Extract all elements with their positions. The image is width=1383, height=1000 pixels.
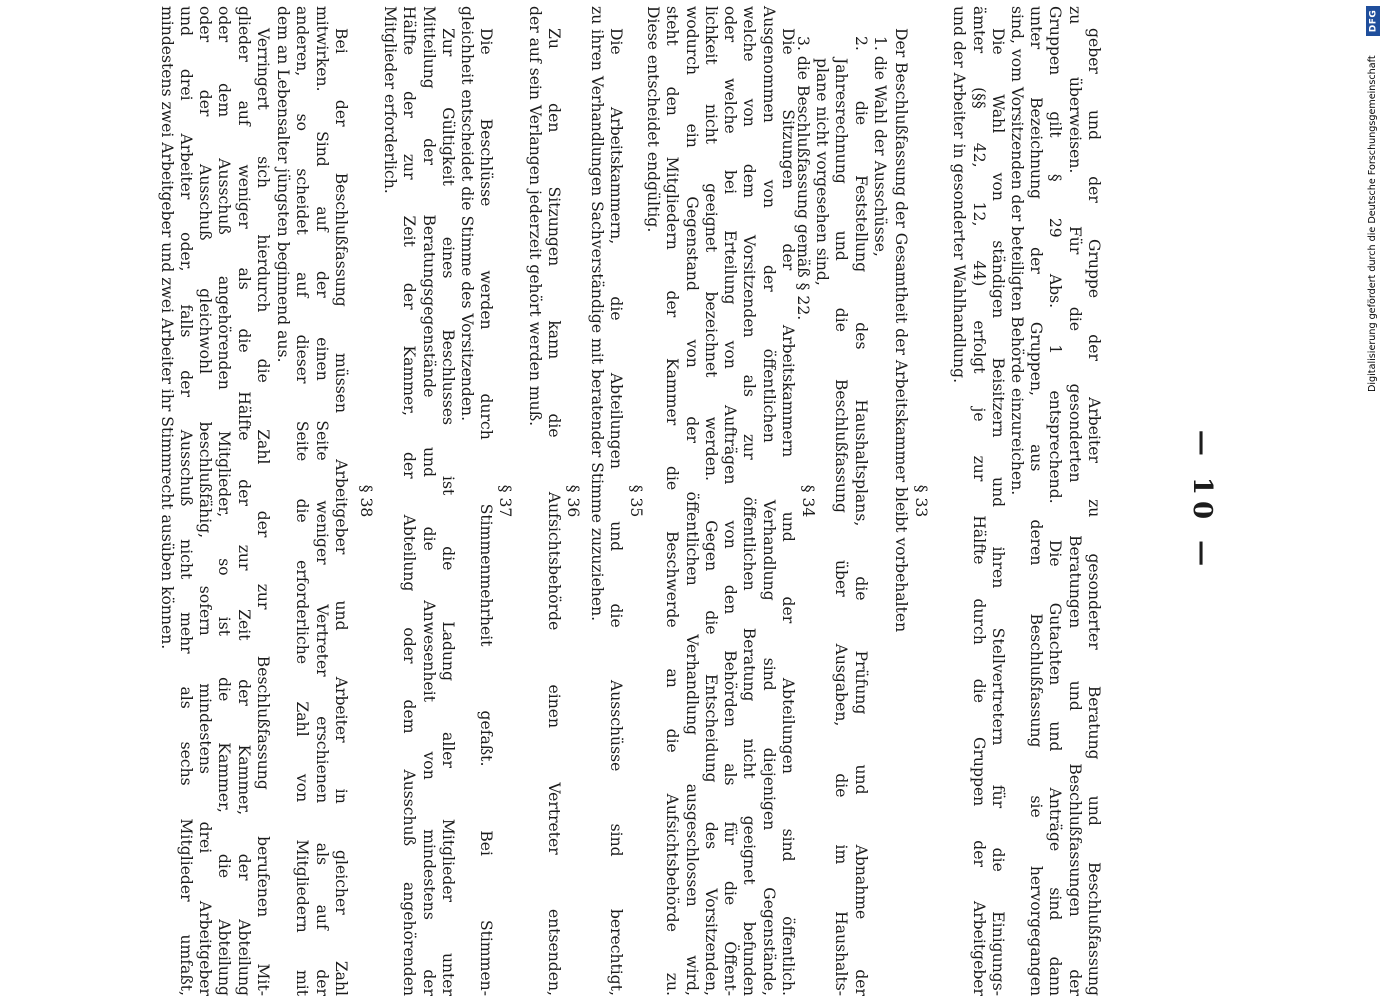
section-heading xyxy=(495,6,514,996)
text-line: Bei der Beschlußfassung müssen Arbeitgeber und Arbeiter in gleicher Zahl xyxy=(332,28,350,996)
text-line: Gruppen gilt § 29 Abs. 1 entsprechend. Die Gutachten und Anträge sind dann xyxy=(1046,6,1065,996)
text-line: zu ihren Verhandlungen Sachverständige mit beratender Stimme zuzuziehen. xyxy=(587,6,606,622)
list-item: plane nicht vorgesehen sind, xyxy=(813,58,832,286)
page-number: — 10 — xyxy=(1187,429,1217,573)
text-line: Diese entscheidet endgültig. xyxy=(643,6,662,233)
digitization-credit: Digitalisierung gefördert durch die Deutsche Forschungsgemeinschaft xyxy=(1367,55,1378,392)
paragraph xyxy=(891,6,910,996)
section-number: § 38 xyxy=(357,484,375,518)
text-line: steht den Mitgliedern der Kammer die Beschwerde an die Aufsichtsbehörde zu. xyxy=(663,6,682,996)
paragraph xyxy=(156,6,272,996)
text-line: Die Beschlüsse werden durch Stimmenmehrheit gefaßt. Bei Stimmen- xyxy=(477,28,495,996)
text-line: Zu den Sitzungen kann die Aufsichtsbehörde einen Vertreter entsenden, xyxy=(545,28,563,996)
text-line: mindestens zwei Arbeitgeber und zwei Arbeiter ihr Stimmrecht ausüben können. xyxy=(157,6,176,650)
text-line: Die Arbeitskammern, die Abteilungen und die Ausschüsse sind berechtigt, xyxy=(607,28,625,996)
text-line: mitwirken. Sind auf der einen Seite weniger Vertreter erschienen als auf der xyxy=(312,6,331,996)
text-line: und der Arbeiter in gesonderter Wahlhandlung. xyxy=(950,6,969,384)
list-item: Jahresrechnung und die Beschlußfassung über Ausgaben, die im Haushalts- xyxy=(832,58,851,996)
text-line: gleichheit entscheidet die Stimme des Vorsitzenden. xyxy=(457,6,476,422)
list-item: 2. die Feststellung des Haushaltsplans, die Prüfung und Abnahme der xyxy=(851,36,870,996)
section-heading xyxy=(563,6,582,996)
section-heading xyxy=(911,6,930,996)
section-number: § 34 xyxy=(799,484,817,518)
text-line: Verringert sich hierdurch die Zahl der zur Beschlußfassung berufenen Mit- xyxy=(254,28,272,996)
text-line: lichkeit nicht geeignet bezeichnet werden. Gegen die Entscheidung des Vorsitzenden, xyxy=(701,6,720,996)
text-line: ämter (§§ 42, 12, 44) erfolgt je zur Hälfte durch die Gruppen der Arbeitgeber xyxy=(969,6,988,996)
text-line: Mitteilung der Beratungsgegenstände und die Anwesenheit von mindestens der xyxy=(419,6,438,996)
text-line: dem an Lebensalter jüngsten beginnend aus. xyxy=(274,6,293,363)
text-line: geber und der Gruppe der Arbeiter zu gesonderter Beratung und Beschlußfassung xyxy=(1085,28,1103,996)
list-item: 1. die Wahl der Ausschüsse, xyxy=(871,36,889,257)
section-heading xyxy=(798,6,817,996)
paragraph xyxy=(380,6,457,996)
paragraph xyxy=(456,6,495,996)
text-line: Die Wahl von ständigen Beisitzern und ihren Stellvertretern für die Einigungs- xyxy=(989,28,1007,996)
paragraph xyxy=(1007,6,1103,996)
text-line: oder welche bei Erteilung von Aufträgen von den Behörden als für die Öffent- xyxy=(721,6,740,996)
text-line: Hälfte der zur Zeit der Kammer, der Abteilung oder dem Ausschuß angehörenden xyxy=(400,6,419,996)
paragraph xyxy=(586,6,625,996)
text-line: und drei Arbeiter oder, falls der Ausschuß nicht mehr als sechs Mitglieder umfaßt, xyxy=(176,6,195,996)
text-line: Ausgenommen von der öffentlichen Verhandlung sind diejenigen Gegenstände, xyxy=(759,6,778,996)
section-heading xyxy=(356,6,375,996)
text-line: sind, vom Vorsitzenden der beteiligten Behörde einzureichen. xyxy=(1007,6,1026,496)
text-line: wodurch ein Gegenstand von der öffentlichen Verhandlung ausgeschlossen wird, xyxy=(682,6,701,996)
dfg-logo: DFG xyxy=(1366,6,1380,36)
section-heading xyxy=(626,6,645,996)
text-line: glieder auf weniger als die Hälfte der zur Zeit der Kammer, der Abteilung xyxy=(234,6,253,996)
paragraph xyxy=(273,6,350,996)
text-line: zu überweisen. Für die gesonderten Beratungen und Beschlußfassungen der xyxy=(1065,6,1084,996)
text-line: oder dem Ausschuß angehörenden Mitglieder, so ist die Kammer, die Abteilung xyxy=(215,6,234,996)
list-item: 3. die Beschlußfassung gemäß § 22. xyxy=(793,36,812,321)
section-number: § 35 xyxy=(627,484,645,518)
section-number: § 36 xyxy=(564,484,582,518)
text-line: anderen, so scheidet auf dieser Seite die erforderliche Zahl von Mitgliedern mit xyxy=(293,6,312,996)
text-line: der auf sein Verlangen jederzeit gehört werden muß. xyxy=(525,6,544,427)
document-page xyxy=(142,6,1215,996)
text-line: unter Bezeichnung der Gruppen, aus deren Beschlußfassung sie hervorgegangen xyxy=(1027,6,1046,996)
text-line: Mitglieder erforderlich. xyxy=(381,6,400,194)
text-line: welche von dem Vorsitzenden als zur öffentlichen Beratung nicht geeignet befunden xyxy=(740,6,759,996)
section-number: § 33 xyxy=(912,484,930,518)
section-number: § 37 xyxy=(496,484,514,518)
text-line: Die Sitzungen der Arbeitskammern und der Abteilungen sind öffentlich. xyxy=(779,28,797,996)
text-line: Der Beschlußfassung der Gesamtheit der Arbeitskammer bleibt vorbehalten xyxy=(892,28,910,633)
text-line: oder der Ausschuß gleichwohl beschlußfähig, sofern mindestens drei Arbeitgeber xyxy=(196,6,215,996)
paragraph xyxy=(524,6,563,996)
paragraph xyxy=(643,6,797,996)
text-line: Zur Gültigkeit eines Beschlusses ist die Ladung aller Mitglieder unter xyxy=(439,28,457,996)
paragraph xyxy=(949,6,1007,996)
